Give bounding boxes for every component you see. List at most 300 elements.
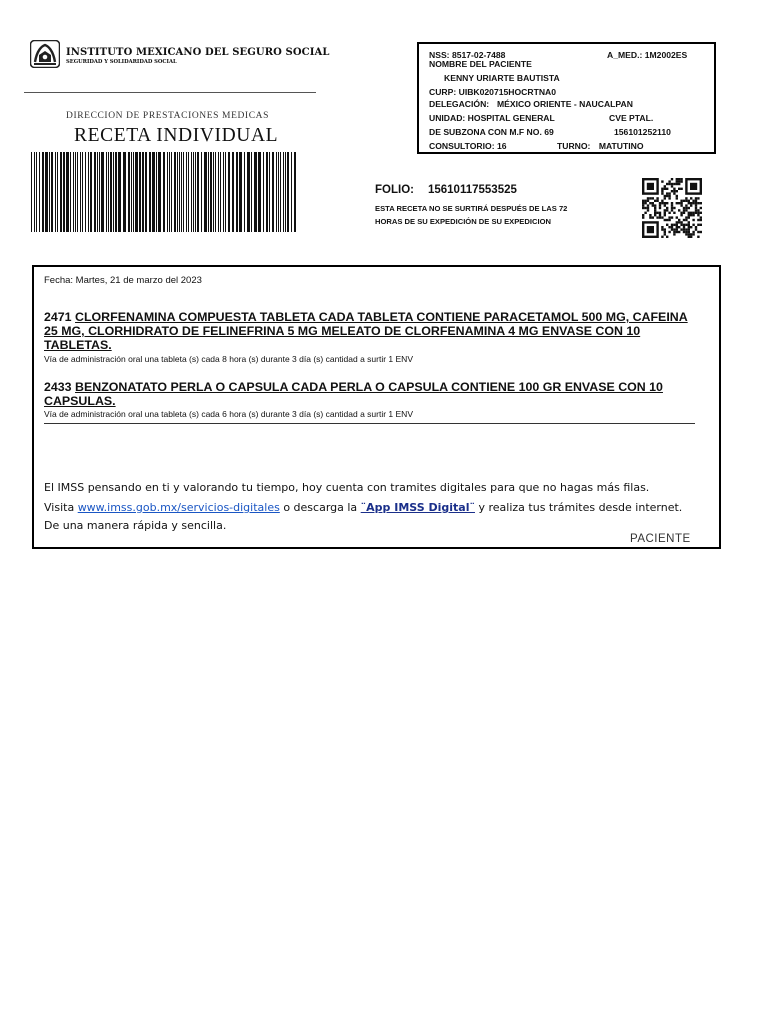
qr-module [697,231,699,233]
qr-module [673,192,675,194]
qr-module [676,197,678,199]
medication-instructions: Vía de administración oral una tableta (s) cada 6 hora (s) durante 3 día (s) cantidad a surtir 1 ENV [44,409,413,419]
barcode-bar [291,152,292,232]
qr-module [666,219,668,221]
qr-module [649,216,651,218]
qr-module [700,231,702,233]
qr-module [690,226,692,228]
qr-module [661,190,663,192]
medication-description: TABLETAS. [44,338,112,352]
qr-module [668,226,670,228]
qr-module [692,219,694,221]
qr-module [688,226,690,228]
qr-module [647,183,654,190]
qr-module [652,202,654,204]
barcode-bar [80,152,81,232]
qr-module [680,202,682,204]
qr-module [697,209,699,211]
qr-module [668,197,670,199]
qr-module [688,202,690,204]
barcode-bar [193,152,194,232]
qr-module [676,195,678,197]
barcode-bar [201,152,202,232]
qr-module [654,200,656,202]
qr-module [664,209,666,211]
warning-line-1: ESTA RECETA NO SE SURTIRÁ DESPUÉS DE LAS 72 [375,204,568,213]
qr-module [690,233,692,235]
amed-row [607,51,687,60]
qr-module [700,224,702,226]
institution-name: INSTITUTO MEXICANO DEL SEGURO SOCIAL [66,47,330,58]
qr-module [671,209,673,211]
qr-module [673,228,675,230]
barcode-bar [88,152,89,232]
qr-module [671,224,673,226]
qr-module [695,197,697,199]
qr-module [664,204,666,206]
barcode-bar [169,152,170,232]
qr-module [700,207,702,209]
qr-module [659,207,661,209]
barcode-bar [251,152,252,232]
barcode-bar [99,152,100,232]
barcode-bar [208,152,209,232]
barcode-bar [266,152,268,232]
unidad-value: HOSPITAL GENERAL [467,113,555,123]
qr-module [652,204,654,206]
qr-module [649,202,651,204]
prescription-date: Fecha: Martes, 21 de marzo del 2023 [44,275,202,286]
barcode-bar [106,152,107,232]
qr-module [690,183,697,190]
barcode-bar [131,152,132,232]
qr-module [668,183,670,185]
qr-module [680,204,682,206]
qr-module [654,209,656,211]
medication-code: 2471 [44,310,72,324]
prescription-box [32,265,721,549]
qr-module [649,214,651,216]
barcode-bar [152,152,155,232]
barcode-bar [133,152,134,232]
expiration-warning [375,202,605,228]
qr-module [690,204,692,206]
qr-module [666,183,668,185]
instructions-underline [44,423,695,424]
medication-description: BENZONATATO PERLA O CAPSULA CADA PERLA O CAPSULA CONTIENE 100 GR ENVASE CON 10 [75,380,663,394]
qr-module [671,183,673,185]
barcode-bar [186,152,187,232]
barcode-bar [263,152,264,232]
barcode-bar [272,152,274,232]
qr-module [652,216,654,218]
qr-module [683,219,685,221]
barcode-bar [139,152,141,232]
qr-module [680,212,682,214]
qr-module [685,233,687,235]
barcode-bar [177,152,178,232]
amed-label: A_MED.: [607,50,643,60]
qr-module [692,231,694,233]
qr-module [642,214,644,216]
qr-module [656,216,658,218]
qr-module [676,202,678,204]
qr-module [659,214,661,216]
qr-module [685,200,687,202]
qr-module [690,212,692,214]
qr-module [688,200,690,202]
qr-module [647,204,649,206]
barcode-bar [82,152,83,232]
qr-module [695,209,697,211]
qr-module [695,212,697,214]
qr-module [700,216,702,218]
medication-code: 2433 [44,380,72,394]
patient-name: KENNY URIARTE BAUTISTA [444,73,560,83]
qr-module [671,190,673,192]
qr-module [700,202,702,204]
barcode-bar [218,152,219,232]
qr-module [654,212,656,214]
qr-module [644,200,646,202]
barcode-bar [97,152,98,232]
qr-module [676,228,678,230]
barcode-bar [287,152,289,232]
qr-module [659,212,661,214]
qr-module [688,214,690,216]
amed-value: 1M2002ES [644,50,688,60]
qr-module [695,228,697,230]
qr-module [654,207,656,209]
qr-module [690,202,692,204]
qr-module [680,214,682,216]
qr-module [688,221,690,223]
digital-services-closing: De una manera rápida y sencilla. [44,519,227,532]
qr-module [664,197,666,199]
qr-module [668,219,670,221]
qr-module [683,212,685,214]
qr-module [688,224,690,226]
imss-services-link[interactable]: www.imss.gob.mx/servicios-digitales [77,501,280,514]
medication-item [44,310,712,352]
qr-module [697,236,699,238]
visit-text: Visita [44,501,75,514]
qr-module [654,204,656,206]
qr-module [678,183,680,185]
barcode-bar [49,152,50,232]
barcode-bar [45,152,48,232]
qr-module [649,197,651,199]
qr-module [680,188,682,190]
barcode-bar [213,152,214,232]
header-divider [24,92,316,93]
qr-module [664,233,666,235]
barcode-bar [73,152,74,232]
qr-module [642,204,644,206]
qr-module [666,236,668,238]
cve-label: CVE PTAL. [609,113,654,123]
qr-module [678,231,680,233]
barcode-bar [174,152,176,232]
institution-tagline: SEGURIDAD Y SOLIDARIDAD SOCIAL [66,59,177,65]
qr-module [678,226,680,228]
qr-module [661,200,663,202]
qr-module [642,202,644,204]
barcode-bar [34,152,35,232]
qr-module [676,224,678,226]
barcode-bar [118,152,121,232]
qr-module [673,188,675,190]
qr-module [671,202,673,204]
qr-module [678,178,680,180]
qr-module [668,195,670,197]
qr-module [680,224,682,226]
digital-services-visit [44,501,682,514]
barcode-bar [123,152,126,232]
barcode-bar [149,152,151,232]
turno-label: TURNO: [557,141,591,151]
qr-module [661,236,663,238]
qr-module [664,228,666,230]
turno-value: MATUTINO [598,141,644,151]
department-name: DIRECCIÓN DE PRESTACIONES MÉDICAS [66,111,269,121]
qr-module [673,183,675,185]
qr-module [697,224,699,226]
unidad-row [429,114,555,123]
barcode-bar [258,152,261,232]
qr-module [692,212,694,214]
subzona-value: DE SUBZONA CON M.F NO. 69 [429,127,554,137]
qr-module [664,219,666,221]
qr-module [700,212,702,214]
qr-module [668,212,670,214]
barcode-bar [269,152,270,232]
barcode-bar [142,152,144,232]
qr-module [647,200,649,202]
qr-module [685,231,687,233]
barcode-bar [228,152,230,232]
medication-instructions: Vía de administración oral una tableta (s) cada 8 hora (s) durante 3 día (s) cantidad a surtir 1 ENV [44,354,413,364]
qr-module [680,180,682,182]
qr-module [676,226,678,228]
qr-module [688,236,690,238]
qr-module [685,219,687,221]
qr-module [700,219,702,221]
barcode-bar [39,152,40,232]
nss-value: 8517-02-7488 [451,50,506,60]
qr-module [688,228,690,230]
barcode-bar [276,152,277,232]
qr-module [695,204,697,206]
warning-line-2: HORAS DE SU EXPEDICIÓN DE SU EXPEDICION [375,217,551,226]
qr-module [678,209,680,211]
qr-module [685,209,687,211]
barcode-bar [108,152,109,232]
qr-module [664,195,666,197]
qr-module [659,202,661,204]
qr-code [642,178,702,238]
qr-module [695,202,697,204]
barcode-bar [110,152,112,232]
barcode-bar [94,152,96,232]
qr-module [697,214,699,216]
barcode-bar [181,152,182,232]
qr-module [644,202,646,204]
qr-module [680,200,682,202]
barcode-bar [254,152,257,232]
qr-module [666,188,668,190]
qr-module [673,224,675,226]
qr-module [668,216,670,218]
consultorio-label: CONSULTORIO: [429,141,495,151]
qr-module [683,209,685,211]
qr-module [683,224,685,226]
barcode-bar [236,152,238,232]
qr-module [661,180,663,182]
qr-module [668,231,670,233]
qr-module [644,212,646,214]
qr-module [659,216,661,218]
qr-module [678,180,680,182]
qr-module [654,214,656,216]
qr-module [690,236,692,238]
qr-module [676,231,678,233]
barcode [31,152,299,232]
barcode-bar [57,152,58,232]
qr-module [671,216,673,218]
qr-module [688,233,690,235]
medication-description: CAPSULAS. [44,394,116,408]
qr-module [685,216,687,218]
qr-module [647,207,649,209]
barcode-bar [188,152,189,232]
qr-module [673,233,675,235]
qr-module [697,197,699,199]
qr-module [683,207,685,209]
qr-module [656,200,658,202]
qr-module [661,188,663,190]
qr-module [642,216,644,218]
barcode-bar [63,152,65,232]
barcode-bar [232,152,234,232]
barcode-bar [171,152,172,232]
qr-module [656,212,658,214]
barcode-bar [36,152,37,232]
qr-module [685,228,687,230]
qr-module [697,212,699,214]
cve-value: 156101252110 [614,127,671,137]
qr-module [685,204,687,206]
barcode-bar [115,152,117,232]
qr-module [664,214,666,216]
qr-module [647,226,654,233]
barcode-bar [179,152,180,232]
barcode-bar [183,152,184,232]
qr-module [676,183,678,185]
qr-module [692,202,694,204]
barcode-bar [77,152,78,232]
qr-module [685,197,687,199]
imss-logo-icon [30,40,60,68]
curp-value: UIBK020715HOCRTNA0 [458,87,557,97]
barcode-bar [128,152,130,232]
barcode-bar [113,152,114,232]
qr-module [652,197,654,199]
qr-module [642,207,644,209]
qr-module [673,207,675,209]
patient-info-box [417,42,716,154]
qr-module [642,200,644,202]
qr-module [692,224,694,226]
barcode-bar [42,152,44,232]
barcode-bar [220,152,221,232]
barcode-bar [197,152,199,232]
qr-module [676,190,678,192]
turno-row [557,142,644,151]
qr-module [680,178,682,180]
medication-description: 25 MG, CLORHIDRATO DE FELINEFRINA 5 MG MELEATO DE CLORFENAMINA 4 MG ENVASE CON 10 [44,324,641,338]
qr-module [666,224,668,226]
qr-module [671,226,673,228]
barcode-bar [70,152,71,232]
barcode-bar [278,152,279,232]
qr-module [666,202,668,204]
barcode-bar [55,152,56,232]
folio [375,184,517,196]
qr-module [688,212,690,214]
barcode-bar [294,152,296,232]
qr-module [676,216,678,218]
unidad-label: UNIDAD: [429,113,466,123]
qr-module [661,226,663,228]
nss-label: NSS: [429,50,450,60]
qr-module [673,212,675,214]
barcode-bar [239,152,242,232]
barcode-bar [215,152,216,232]
qr-module [666,207,668,209]
qr-module [661,202,663,204]
qr-module [671,207,673,209]
qr-module [688,207,690,209]
qr-module [680,228,682,230]
qr-module [671,204,673,206]
folio-number: 15610117553525 [427,184,517,196]
qr-module [659,204,661,206]
digital-services-message: El IMSS pensando en ti y valorando tu tiempo, hoy cuenta con tramites digitales para que no hagas más filas. [44,481,650,494]
qr-module [664,188,666,190]
qr-module [647,197,649,199]
qr-module [690,197,692,199]
qr-module [661,228,663,230]
qr-module [695,200,697,202]
qr-module [666,195,668,197]
barcode-bar [204,152,207,232]
qr-module [683,231,685,233]
consultorio-row [429,142,507,151]
medication-description: CLORFENAMINA COMPUESTA TABLETA CADA TABLETA CONTIENE PARACETAMOL 500 MG, CAFEINA [75,310,688,324]
barcode-bar [90,152,92,232]
qr-module [664,185,666,187]
download-text: o descarga la [283,501,358,514]
qr-module [664,202,666,204]
imss-app-link[interactable]: ¨App IMSS Digital¨ [360,501,475,514]
qr-module [678,221,680,223]
qr-module [661,192,663,194]
qr-module [692,214,694,216]
barcode-bar [51,152,53,232]
qr-module [695,226,697,228]
qr-module [666,192,668,194]
